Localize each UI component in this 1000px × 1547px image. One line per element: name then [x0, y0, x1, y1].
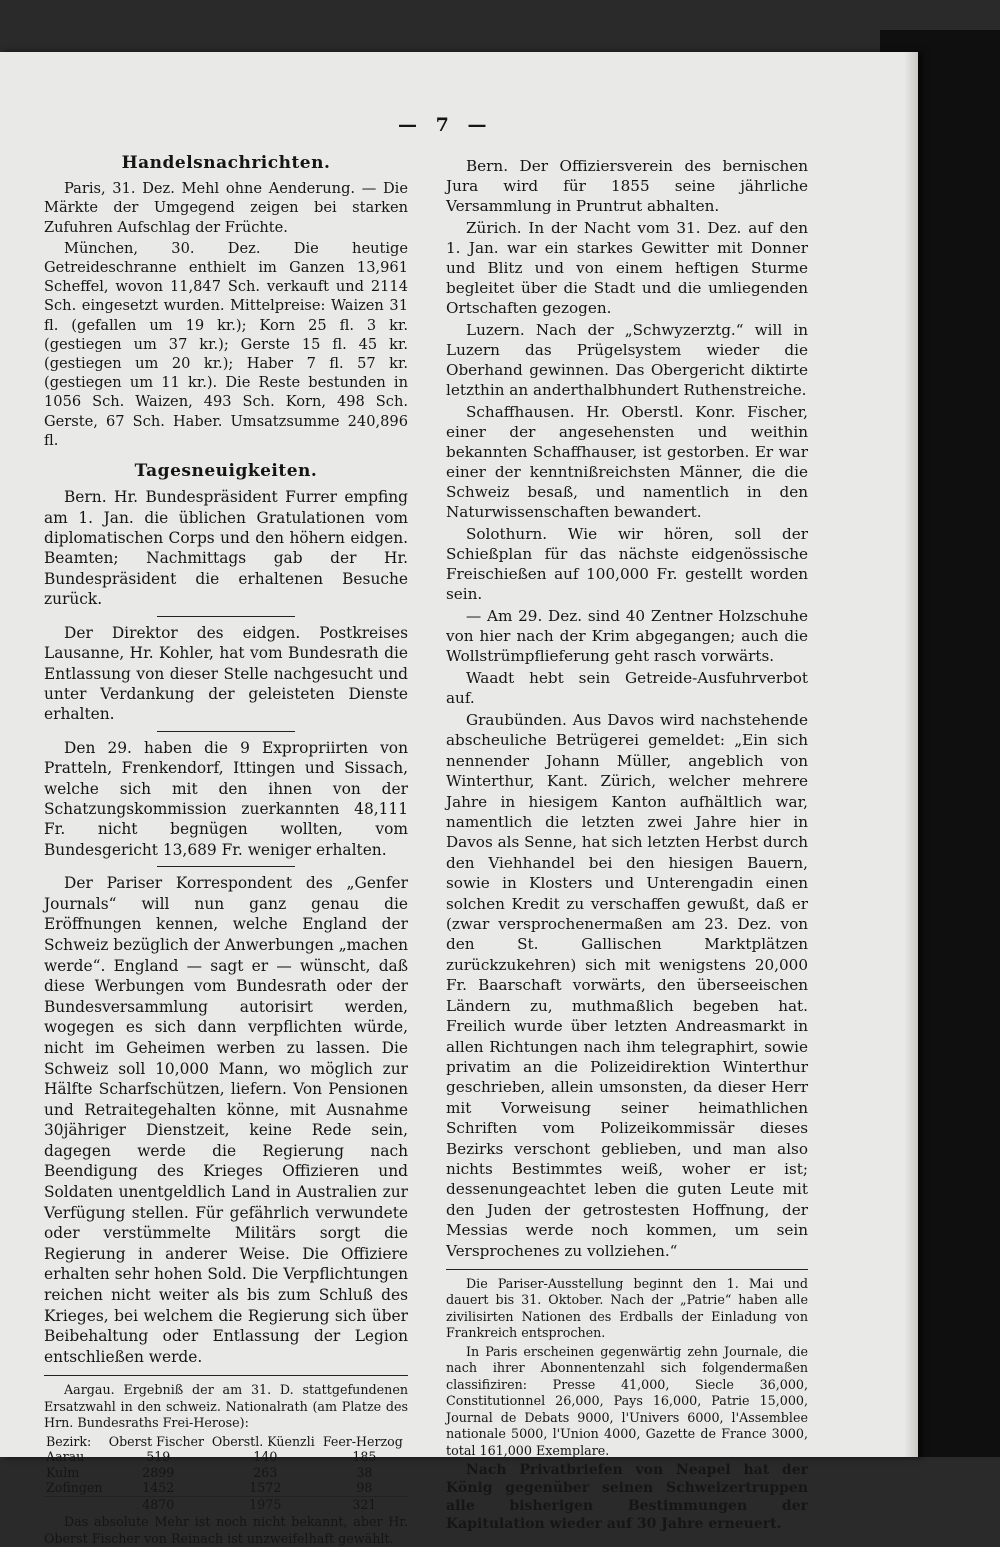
table-cell: 321 — [321, 1496, 408, 1512]
table-header: Oberstl. Küenzli — [211, 1433, 315, 1449]
table-row — [44, 1465, 408, 1481]
article-expropriation: Den 29. haben die 9 Expropriirten von Pratteln, Frenkendorf, Ittingen und Sissach, welche sich mit den ihnen von der Schatzungskommission zuerkannten 48,111 Fr. nicht begnügen wollten, vom Bundesgericht 13,689 Fr. weniger erhalten. — [44, 738, 408, 859]
article-neapel: Nach Privatbriefen von Neapel hat der König gegenüber seinen Schweizertruppen alle bisherigen Bestimmungen der Kapitulation wieder auf 30 Jahre erneuert. — [446, 1462, 808, 1533]
article-paris-exhibition: Die Pariser-Ausstellung beginnt den 1. Mai und dauert bis 31. Oktober. Nach der „Patrie“ haben alle zivilisirten Nationen des Erdballs der Einladung von Frankreich entsprochen. — [446, 1275, 808, 1341]
table-cell: Kulm — [46, 1464, 80, 1480]
article-muenchen: München, 30. Dez. Die heutige Getreideschranne enthielt im Ganzen 13,961 Scheffel, wovon 11,847 Sch. verkauft und 2114 Sch. eingesetzt wurden. Mittelpreise: Waizen 31 fl. (gefallen um 19 kr.); Korn 25 fl. 3 kr. (gestiegen um 37 kr.); Gerste 15 fl. 45 kr. (gestiegen um 20 kr.); Haber 7 fl. 57 kr. (gestiegen um 11 kr.). Die Reste bestunden in 1056 Sch. Waizen, 493 Sch. Korn, 498 Sch. Gerste, 67 Sch. Haber. Umsatzsumme 240,896 fl. — [44, 239, 408, 449]
divider — [157, 731, 295, 732]
table-header-row — [44, 1434, 408, 1450]
article-wooden-shoes: — Am 29. Dez. sind 40 Zentner Holzschuhe von hier nach der Krim abgegangen; auch die Wollstrümpflieferung geht rasch vorwärts. — [446, 607, 808, 665]
table-cell: Aarau — [46, 1449, 85, 1465]
table-cell: 4870 — [107, 1496, 210, 1512]
heading-trade-news: Handelsnachrichten. — [121, 153, 331, 173]
table-cell: 2899 — [142, 1464, 175, 1480]
table-cell: Zofingen — [46, 1480, 103, 1496]
election-results-table — [44, 1434, 408, 1513]
article-absolute-majority: Das absolute Mehr ist noch nicht bekannt, aber Hr. Oberst Fischer von Reinach ist unzweifelhaft gewählt. — [44, 1514, 408, 1546]
table-header: Bezirk: — [46, 1433, 92, 1449]
article-zuerich-storm: Zürich. In der Nacht vom 31. Dez. auf den 1. Jan. war ein starkes Gewitter mit Donner und Blitz und von einem heftigen Sturme begleitet über die Stadt und die umliegenden Ortschaften gezogen. — [446, 219, 808, 317]
divider — [157, 616, 295, 617]
heading-daily-news: Tagesneuigkeiten. — [134, 461, 318, 482]
article-solothurn: Solothurn. Wie wir hören, soll der Schießplan für das nächste eidgenössische Freischießen auf 100,000 Fr. gestellt worden sein. — [446, 525, 808, 603]
article-schaffhausen: Schaffhausen. Hr. Oberstl. Konr. Fischer, einer der angesehensten und weithin bekannten Schaffhauser, ist gestorben. Er war einer der kenntnißreichsten Männer, die die Schweiz besaß, und namentlich in den Naturwissenschaften bewandert. — [446, 403, 808, 521]
article-paris: Paris, 31. Dez. Mehl ohne Aenderung. — Die Märkte der Umgegend zeigen bei starken Zufuhren Aufschlag der Früchte. — [44, 180, 408, 236]
divider — [44, 1375, 408, 1376]
table-cell: 519 — [146, 1449, 171, 1465]
table-row — [44, 1449, 408, 1465]
right-column — [446, 156, 808, 1533]
table-cell: 1975 — [210, 1496, 321, 1512]
page-fold-shadow — [904, 52, 918, 1457]
article-paris-journals: In Paris erscheinen gegenwärtig zehn Journale, die nach ihrer Abonnentenzahl sich folgendermaßen classifiziren: Presse 41,000, Siecle 36,000, Constitutionnel 26,000, Pays 16,000, Patrie 15,000, Journal de Debats 9000, l'Univers 6000, l'Assemblee nationale 5000, l'Union 4000, Gazette de France 3000, total 161,000 Exemplare. — [446, 1343, 808, 1458]
table-cell: 185 — [352, 1449, 377, 1465]
article-english-legion: Der Pariser Korrespondent des „Genfer Journals“ will nun ganz genau die Eröffnungen kennen, welche England der Schweiz bezüglich der Anwerbungen „machen werde“. England — sagt er — wünscht, daß diese Werbungen vom Bundesrath oder der Bundesversammlung autorisirt werden, wogegen es sich dann verpflichten würde, nicht im Geheimen werben zu lassen. Die Schweiz soll 10,000 Mann, wo möglich zur Hälfte Scharfschützen, liefern. Von Pensionen und Retraitegehalten könne, mit Ausnahme 30jähriger Dienstzeit, keine Rede sein, dagegen werde die Regierung nach Beendigung des Krieges Offizieren und Soldaten unentgeldlich Land in Australien zur Verfügung stellen. Für gefährlich verwundete oder verstümmelte Militärs sorgt die Regierung in anderer Weise. Die Offiziere erhalten sehr hohen Sold. Die Verpflichtungen reichen nicht weiter als bis zum Schluß des Krieges, bei welchem die Regierung sich über Beibehaltung oder Entlassung der Legion entschließen werde. — [44, 874, 408, 1366]
article-bern-president: Bern. Hr. Bundespräsident Furrer empfing am 1. Jan. die üblichen Gratulationen vom diplomatischen Corps und den höhern eidgen. Beamten; Nachmittags gab der Hr. Bundespräsident die erhaltenen Besuche zurück. — [44, 488, 408, 609]
table-cell: 1572 — [249, 1480, 282, 1496]
article-luzern: Luzern. Nach der „Schwyzerztg.“ will in Luzern das Prügelsystem wieder die Oberhand gewinnen. Das Obergericht diktirte letzthin an anderthalbhundert Ruthenstreiche. — [446, 321, 808, 399]
page-number: — 7 — — [398, 114, 493, 136]
table-row — [44, 1480, 408, 1496]
table-totals-row — [44, 1496, 408, 1512]
newspaper-page — [0, 52, 918, 1546]
article-bern-officers: Bern. Der Offiziersverein des bernischen Jura wird für 1855 seine jährliche Versammlung in Pruntrut abhalten. — [446, 157, 808, 215]
article-graubuenden: Graubünden. Aus Davos wird nachstehende abscheuliche Betrügerei gemeldet: „Ein sich nennender Johann Müller, angeblich von Winterthur, Kant. Zürich, welcher mehrere Jahre in hiesigem Kanton aufhältlich war, namentlich die letzten zwei Jahre hier in Davos als Senne, hat sich letzten Herbst durch den Viehhandel bei den hiesigen Bauern, sowie in Klosters und Unterengadin einen solchen Kredit zu verschaffen gewußt, daß er (zwar versprochenermaßen am 23. Dez. von den St. Gallischen Marktplätzen zurückzukehren) sich mit wenigstens 20,000 Fr. Baarschaft vorwärts, den überseeischen Ländern zu, muthmaßlich begeben hat. Freilich wurde über letzten Andreasmarkt in allen Richtungen nach ihm telegraphirt, sowie privatim an die Polizeidirektion Winterthur geschrieben, allein umsonsten, da dieser Herr mit Vorweisung seiner heimathlichen Schriften vom Polizeikommissär dieses Bezirks verschont geblieben, und man also nichts Bestimmtes weiß, woher er ist; dessenungeachtet leben die guten Leute mit den Juden der getrostesten Hoffnung, der Messias werde noch kommen, um sein Versprochenes zu vollziehen.“ — [446, 711, 808, 1260]
table-cell: 38 — [356, 1464, 373, 1480]
table-cell: 140 — [253, 1449, 278, 1465]
divider — [446, 1269, 808, 1270]
table-cell: 1452 — [142, 1480, 175, 1496]
table-header: Oberst Fischer — [108, 1433, 205, 1449]
divider — [157, 866, 295, 867]
article-postal-director: Der Direktor des eidgen. Postkreises Lausanne, Hr. Kohler, hat vom Bundesrath die Entlassung von dieser Stelle nachgesucht und unter Verdankung der geleisteten Dienste erhalten. — [44, 623, 408, 724]
table-cell: 98 — [356, 1480, 373, 1496]
table-cell — [44, 1496, 107, 1512]
left-column — [44, 148, 408, 1547]
table-cell: 263 — [253, 1464, 278, 1480]
article-aargau-election: Aargau. Ergebniß der am 31. D. stattgefundenen Ersatzwahl in den schweiz. Nationalrath (am Platze des Hrn. Bundesraths Frei-Herose): — [44, 1382, 408, 1431]
table-header: Feer-Herzog — [322, 1433, 403, 1449]
article-waadt: Waadt hebt sein Getreide-Ausfuhrverbot auf. — [446, 669, 808, 707]
